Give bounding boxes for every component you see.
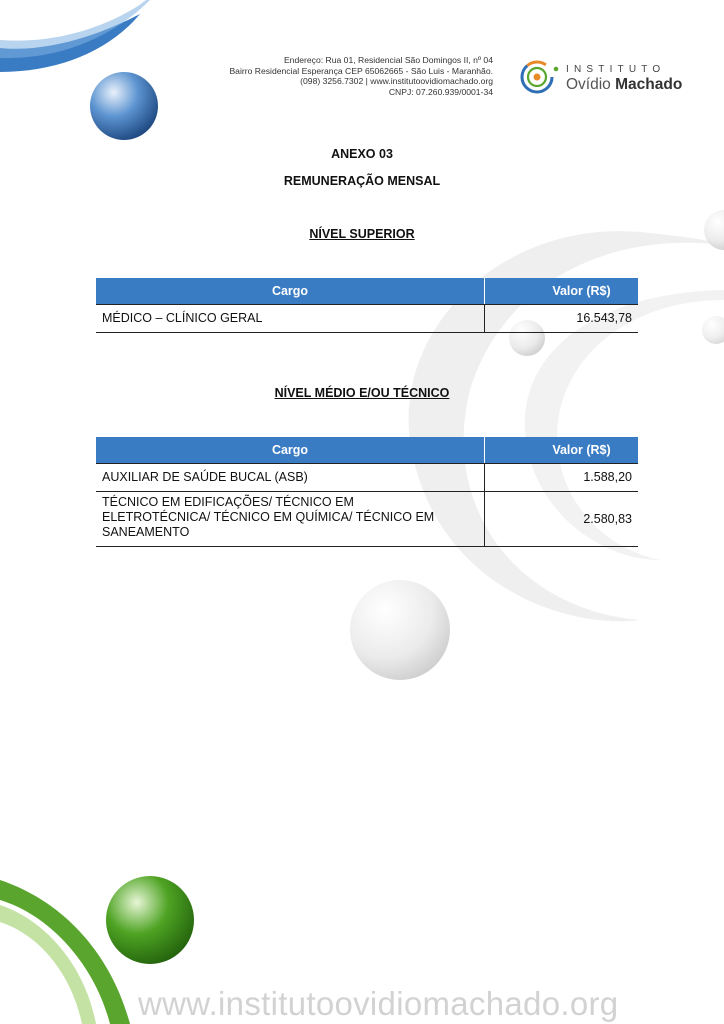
- cell-cargo-line: ELETROTÉCNICA/ TÉCNICO EM QUÍMICA/ TÉCNICO EM: [102, 510, 435, 524]
- table-header-row: [96, 437, 638, 464]
- cell-cargo-line: TÉCNICO EM EDIFICAÇÕES/ TÉCNICO EM: [102, 495, 354, 509]
- logo-name-bold: Machado: [615, 76, 683, 93]
- header-address: [153, 55, 493, 97]
- table-row: [96, 492, 638, 547]
- cell-valor: 2.580,83: [485, 492, 639, 547]
- column-header-cargo: Cargo: [96, 437, 485, 464]
- institute-logo: [516, 57, 696, 97]
- table-header-row: [96, 278, 638, 305]
- address-line: CNPJ: 07.260.939/0001-34: [388, 86, 493, 97]
- salary-table-superior: [96, 278, 638, 333]
- column-header-valor: Valor (R$): [485, 278, 639, 305]
- cell-cargo: [96, 492, 485, 547]
- cell-cargo: MÉDICO – CLÍNICO GERAL: [96, 305, 485, 333]
- section-heading-superior: NÍVEL SUPERIOR: [309, 227, 415, 241]
- address-line: Bairro Residencial Esperança CEP 65062665 - São Luis - Maranhão.: [229, 65, 493, 76]
- cell-valor: 1.588,20: [485, 464, 639, 492]
- annex-number: ANEXO 03: [331, 147, 393, 161]
- institute-logo-icon: [516, 57, 562, 97]
- cell-valor: 16.543,78: [485, 305, 639, 333]
- logo-name: [566, 76, 682, 94]
- section-heading-medio-tecnico: NÍVEL MÉDIO E/OU TÉCNICO: [274, 386, 450, 400]
- address-line: (098) 3256.7302 | www.institutoovidiomachado.org: [300, 76, 493, 86]
- cell-cargo-line: SANEAMENTO: [102, 525, 190, 539]
- logo-top-text: INSTITUTO: [566, 64, 666, 75]
- logo-name-light: Ovídio: [566, 76, 611, 93]
- table-row: [96, 464, 638, 492]
- document-title: REMUNERAÇÃO MENSAL: [283, 174, 441, 188]
- column-header-valor: Valor (R$): [485, 437, 639, 464]
- footer-website: www.institutoovidiomachado.org: [138, 985, 619, 1022]
- column-header-cargo: Cargo: [96, 278, 485, 305]
- salary-table-medio-tecnico: [96, 437, 638, 547]
- address-line: Endereço: Rua 01, Residencial São Domingos II, nº 04: [283, 55, 493, 65]
- cell-cargo: AUXILIAR DE SAÚDE BUCAL (ASB): [96, 464, 485, 492]
- table-row: [96, 305, 638, 333]
